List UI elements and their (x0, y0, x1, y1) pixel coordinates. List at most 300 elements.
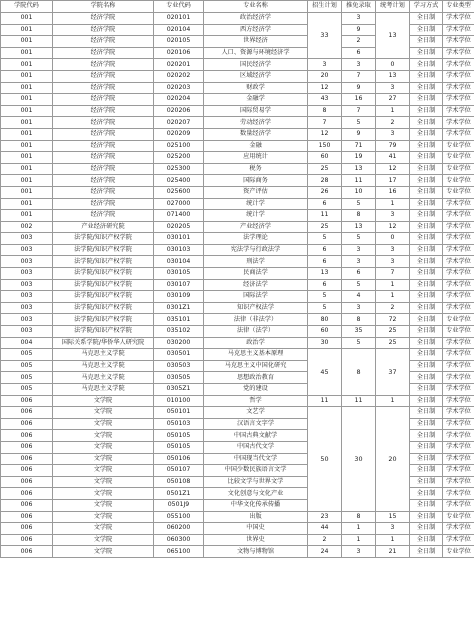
cell-major-name: 中国现当代文学 (204, 453, 308, 465)
cell-mode: 全日制 (410, 360, 443, 372)
cell-exam: 7 (376, 268, 410, 280)
table-row (1, 152, 474, 164)
cell-plan: 30 (308, 337, 342, 349)
cell-plan: 23 (308, 511, 342, 523)
cell-major-name: 统计学 (204, 210, 308, 222)
table-header-row (1, 1, 474, 13)
cell-mode: 全日制 (410, 175, 443, 187)
cell-plan: 25 (308, 221, 342, 233)
cell-type: 专业学位 (443, 326, 474, 338)
cell-mode: 全日制 (410, 140, 443, 152)
cell-major-name: 区域经济学 (204, 70, 308, 82)
cell-type: 学术学位 (443, 291, 474, 303)
cell-school-code: 006 (1, 418, 53, 430)
table-row (1, 523, 474, 535)
cell-major-code: 020206 (154, 105, 204, 117)
cell-mode: 全日制 (410, 302, 443, 314)
cell-type: 学术学位 (443, 302, 474, 314)
table-row (1, 534, 474, 546)
cell-major-name: 党的建设 (204, 384, 308, 396)
cell-mode: 全日制 (410, 395, 443, 407)
cell-mode: 全日制 (410, 82, 443, 94)
cell-school-name: 经济学院 (53, 36, 154, 48)
cell-major-code: 030109 (154, 291, 204, 303)
cell-type: 学术学位 (443, 372, 474, 384)
cell-mode: 全日制 (410, 441, 443, 453)
cell-major-name: 马克思主义中国化研究 (204, 360, 308, 372)
cell-type: 学术学位 (443, 128, 474, 140)
cell-type: 学术学位 (443, 499, 474, 511)
cell-major-code: 025100 (154, 140, 204, 152)
cell-school-name: 法学院/知识产权学院 (53, 233, 154, 245)
cell-school-name: 经济学院 (53, 47, 154, 59)
cell-major-code: 030501 (154, 349, 204, 361)
cell-major-code: 020202 (154, 70, 204, 82)
cell-mode: 全日制 (410, 152, 443, 164)
cell-exam: 1 (376, 291, 410, 303)
cell-school-name: 经济学院 (53, 210, 154, 222)
cell-school-code: 006 (1, 453, 53, 465)
cell-exam: 1 (376, 279, 410, 291)
cell-type: 学术学位 (443, 268, 474, 280)
cell-exam: 1 (376, 534, 410, 546)
table-row (1, 59, 474, 71)
cell-exempt: 8 (342, 511, 376, 523)
cell-type: 专业学位 (443, 511, 474, 523)
cell-mode: 全日制 (410, 279, 443, 291)
cell-plan: 8 (308, 105, 342, 117)
table-row (1, 256, 474, 268)
cell-plan: 80 (308, 314, 342, 326)
cell-type: 学术学位 (443, 24, 474, 36)
cell-mode: 全日制 (410, 117, 443, 129)
cell-exempt: 11 (342, 395, 376, 407)
cell-type: 专业学位 (443, 175, 474, 187)
cell-school-code: 001 (1, 128, 53, 140)
cell-exam: 25 (376, 326, 410, 338)
table-row (1, 302, 474, 314)
cell-exempt: 19 (342, 152, 376, 164)
cell-exempt: 11 (342, 175, 376, 187)
cell-major-name: 应用统计 (204, 152, 308, 164)
header-school-name: 学院名称 (53, 1, 154, 13)
cell-school-code: 001 (1, 163, 53, 175)
cell-major-code: 030107 (154, 279, 204, 291)
cell-major-name: 宪法学与行政法学 (204, 244, 308, 256)
cell-school-name: 经济学院 (53, 82, 154, 94)
cell-type: 学术学位 (443, 418, 474, 430)
cell-mode: 全日制 (410, 128, 443, 140)
cell-major-code: 025200 (154, 152, 204, 164)
cell-mode: 全日制 (410, 198, 443, 210)
cell-school-code: 006 (1, 523, 53, 535)
cell-school-code: 001 (1, 140, 53, 152)
cell-major-name: 法学理论 (204, 233, 308, 245)
cell-school-code: 006 (1, 546, 53, 558)
cell-exempt: 9 (342, 128, 376, 140)
cell-major-code: 025600 (154, 186, 204, 198)
cell-plan: 2 (308, 534, 342, 546)
cell-school-code: 001 (1, 47, 53, 59)
cell-type: 学术学位 (443, 488, 474, 500)
cell-major-code: 020101 (154, 13, 204, 25)
cell-major-code: 020201 (154, 59, 204, 71)
cell-plan: 6 (308, 256, 342, 268)
merged-cell-plan: 50 (308, 407, 342, 511)
cell-mode: 全日制 (410, 430, 443, 442)
merged-cell-exam: 13 (376, 13, 410, 59)
cell-plan: 24 (308, 546, 342, 558)
cell-major-name: 统计学 (204, 198, 308, 210)
cell-major-name: 国际法学 (204, 291, 308, 303)
cell-exempt: 8 (342, 314, 376, 326)
cell-school-code: 006 (1, 430, 53, 442)
cell-school-code: 003 (1, 256, 53, 268)
header-major-name: 专业名称 (204, 1, 308, 13)
cell-school-code: 001 (1, 105, 53, 117)
cell-school-name: 经济学院 (53, 105, 154, 117)
cell-plan: 11 (308, 395, 342, 407)
cell-mode: 全日制 (410, 337, 443, 349)
cell-school-code: 003 (1, 279, 53, 291)
cell-mode: 全日制 (410, 13, 443, 25)
cell-mode: 全日制 (410, 244, 443, 256)
cell-school-code: 006 (1, 441, 53, 453)
cell-mode: 全日制 (410, 47, 443, 59)
cell-school-code: 001 (1, 186, 53, 198)
cell-major-name: 劳动经济学 (204, 117, 308, 129)
cell-mode: 全日制 (410, 221, 443, 233)
cell-type: 学术学位 (443, 523, 474, 535)
table-row (1, 163, 474, 175)
table-row (1, 175, 474, 187)
cell-exam: 16 (376, 186, 410, 198)
table-row (1, 233, 474, 245)
cell-major-code: 060200 (154, 523, 204, 535)
cell-type: 学术学位 (443, 349, 474, 361)
cell-mode: 全日制 (410, 94, 443, 106)
cell-mode: 全日制 (410, 465, 443, 477)
cell-exempt: 9 (342, 82, 376, 94)
table-row (1, 105, 474, 117)
cell-school-code: 005 (1, 384, 53, 396)
cell-plan: 5 (308, 233, 342, 245)
cell-school-name: 文学院 (53, 534, 154, 546)
cell-school-code: 003 (1, 326, 53, 338)
cell-type: 学术学位 (443, 70, 474, 82)
cell-exam: 3 (376, 128, 410, 140)
cell-type: 专业学位 (443, 140, 474, 152)
cell-type: 学术学位 (443, 465, 474, 477)
cell-major-code: 020204 (154, 94, 204, 106)
cell-school-name: 文学院 (53, 465, 154, 477)
cell-exempt: 1 (342, 523, 376, 535)
cell-mode: 全日制 (410, 523, 443, 535)
cell-exam: 15 (376, 511, 410, 523)
cell-major-name: 数量经济学 (204, 128, 308, 140)
cell-exempt: 35 (342, 326, 376, 338)
cell-exam: 13 (376, 70, 410, 82)
cell-school-name: 经济学院 (53, 163, 154, 175)
cell-type: 学术学位 (443, 117, 474, 129)
cell-plan: 60 (308, 326, 342, 338)
cell-exempt: 7 (342, 70, 376, 82)
cell-type: 学术学位 (443, 337, 474, 349)
cell-school-code: 006 (1, 407, 53, 419)
cell-school-name: 法学院/知识产权学院 (53, 279, 154, 291)
cell-mode: 全日制 (410, 349, 443, 361)
cell-exempt: 3 (342, 256, 376, 268)
cell-mode: 全日制 (410, 291, 443, 303)
cell-exam: 3 (376, 523, 410, 535)
cell-type: 学术学位 (443, 407, 474, 419)
cell-major-name: 税务 (204, 163, 308, 175)
cell-major-name: 刑法学 (204, 256, 308, 268)
table-row (1, 13, 474, 25)
cell-exam: 2 (376, 302, 410, 314)
cell-school-code: 001 (1, 59, 53, 71)
cell-major-code: 025300 (154, 163, 204, 175)
cell-major-name: 中国史 (204, 523, 308, 535)
cell-exempt: 13 (342, 163, 376, 175)
cell-plan: 12 (308, 82, 342, 94)
header-school-code: 学院代码 (1, 1, 53, 13)
cell-exempt: 5 (342, 279, 376, 291)
cell-exempt: 6 (342, 47, 376, 59)
cell-type: 专业学位 (443, 152, 474, 164)
cell-exempt: 8 (342, 210, 376, 222)
cell-school-name: 经济学院 (53, 13, 154, 25)
cell-mode: 全日制 (410, 546, 443, 558)
cell-exempt: 7 (342, 105, 376, 117)
cell-exam: 0 (376, 59, 410, 71)
cell-school-name: 经济学院 (53, 152, 154, 164)
cell-major-code: 020106 (154, 47, 204, 59)
cell-school-name: 文学院 (53, 418, 154, 430)
cell-exam: 1 (376, 105, 410, 117)
cell-plan: 6 (308, 244, 342, 256)
cell-type: 学术学位 (443, 82, 474, 94)
cell-major-code: 020104 (154, 24, 204, 36)
cell-school-code: 001 (1, 198, 53, 210)
cell-exempt: 3 (342, 59, 376, 71)
cell-exempt: 4 (342, 291, 376, 303)
cell-mode: 全日制 (410, 268, 443, 280)
table-row (1, 117, 474, 129)
cell-plan: 13 (308, 268, 342, 280)
cell-plan: 11 (308, 210, 342, 222)
cell-school-code: 001 (1, 36, 53, 48)
cell-major-code: 020209 (154, 128, 204, 140)
cell-plan: 44 (308, 523, 342, 535)
cell-exam: 17 (376, 175, 410, 187)
cell-major-name: 政治学 (204, 337, 308, 349)
cell-exam: 12 (376, 163, 410, 175)
table-body (1, 13, 474, 558)
cell-mode: 全日制 (410, 163, 443, 175)
cell-major-code: 020207 (154, 117, 204, 129)
cell-mode: 全日制 (410, 407, 443, 419)
cell-major-name: 汉语言文字学 (204, 418, 308, 430)
cell-type: 学术学位 (443, 47, 474, 59)
cell-school-name: 马克思主义学院 (53, 384, 154, 396)
cell-major-code: 050103 (154, 418, 204, 430)
cell-mode: 全日制 (410, 384, 443, 396)
cell-major-code: 065100 (154, 546, 204, 558)
cell-exam: 72 (376, 314, 410, 326)
cell-plan: 26 (308, 186, 342, 198)
cell-major-name: 资产评估 (204, 186, 308, 198)
table-row (1, 94, 474, 106)
cell-major-code: 020105 (154, 36, 204, 48)
cell-major-code: 020203 (154, 82, 204, 94)
cell-mode: 全日制 (410, 499, 443, 511)
cell-exempt: 16 (342, 94, 376, 106)
cell-school-name: 文学院 (53, 453, 154, 465)
cell-school-name: 法学院/知识产权学院 (53, 256, 154, 268)
cell-major-name: 中华文化传承传播 (204, 499, 308, 511)
cell-exam: 3 (376, 256, 410, 268)
cell-school-code: 001 (1, 210, 53, 222)
cell-school-code: 006 (1, 488, 53, 500)
cell-major-name: 文艺学 (204, 407, 308, 419)
cell-major-code: 050108 (154, 476, 204, 488)
cell-mode: 全日制 (410, 314, 443, 326)
cell-school-name: 法学院/知识产权学院 (53, 244, 154, 256)
cell-type: 专业学位 (443, 546, 474, 558)
cell-plan: 3 (308, 59, 342, 71)
cell-mode: 全日制 (410, 511, 443, 523)
cell-major-code: 010100 (154, 395, 204, 407)
cell-exam: 21 (376, 546, 410, 558)
cell-school-code: 001 (1, 152, 53, 164)
cell-major-code: 0501J9 (154, 499, 204, 511)
table-row (1, 198, 474, 210)
cell-school-code: 006 (1, 395, 53, 407)
cell-school-name: 经济学院 (53, 117, 154, 129)
cell-exempt: 2 (342, 36, 376, 48)
cell-major-name: 世界史 (204, 534, 308, 546)
cell-mode: 全日制 (410, 534, 443, 546)
cell-type: 学术学位 (443, 256, 474, 268)
cell-major-name: 财政学 (204, 82, 308, 94)
cell-school-name: 法学院/知识产权学院 (53, 291, 154, 303)
cell-type: 专业学位 (443, 163, 474, 175)
cell-school-name: 文学院 (53, 407, 154, 419)
table-row (1, 268, 474, 280)
table-row (1, 186, 474, 198)
cell-school-code: 006 (1, 534, 53, 546)
merged-cell-exempt: 30 (342, 407, 376, 511)
cell-major-name: 国际商务 (204, 175, 308, 187)
cell-mode: 全日制 (410, 488, 443, 500)
cell-type: 学术学位 (443, 36, 474, 48)
cell-school-code: 004 (1, 337, 53, 349)
cell-major-name: 文物与博物馆 (204, 546, 308, 558)
cell-plan: 7 (308, 117, 342, 129)
cell-major-name: 思想政治教育 (204, 372, 308, 384)
cell-plan: 150 (308, 140, 342, 152)
cell-type: 学术学位 (443, 360, 474, 372)
cell-type: 学术学位 (443, 210, 474, 222)
cell-plan: 20 (308, 70, 342, 82)
cell-exam: 1 (376, 395, 410, 407)
cell-school-name: 马克思主义学院 (53, 349, 154, 361)
cell-major-code: 050105 (154, 441, 204, 453)
cell-major-name: 产业经济学 (204, 221, 308, 233)
cell-major-name: 法律（法学） (204, 326, 308, 338)
cell-type: 学术学位 (443, 279, 474, 291)
cell-major-code: 0501Z1 (154, 488, 204, 500)
cell-exam: 2 (376, 117, 410, 129)
cell-exempt: 5 (342, 337, 376, 349)
cell-major-code: 030105 (154, 268, 204, 280)
cell-exempt: 6 (342, 268, 376, 280)
table-row (1, 546, 474, 558)
cell-plan: 6 (308, 198, 342, 210)
cell-major-code: 027000 (154, 198, 204, 210)
cell-school-name: 文学院 (53, 499, 154, 511)
header-exempt: 推免录取 (342, 1, 376, 13)
cell-exam: 3 (376, 82, 410, 94)
cell-school-name: 经济学院 (53, 128, 154, 140)
cell-major-code: 035102 (154, 326, 204, 338)
header-major-code: 专业代码 (154, 1, 204, 13)
cell-major-name: 中国古典文献学 (204, 430, 308, 442)
cell-major-name: 国际贸易学 (204, 105, 308, 117)
cell-school-code: 001 (1, 82, 53, 94)
cell-type: 学术学位 (443, 13, 474, 25)
cell-major-code: 035101 (154, 314, 204, 326)
cell-school-code: 003 (1, 314, 53, 326)
cell-school-name: 文学院 (53, 511, 154, 523)
cell-major-code: 030503 (154, 360, 204, 372)
cell-school-name: 文学院 (53, 395, 154, 407)
cell-major-name: 国民经济学 (204, 59, 308, 71)
merged-cell-exam: 20 (376, 407, 410, 511)
table-row (1, 70, 474, 82)
cell-major-code: 030505 (154, 372, 204, 384)
cell-major-name: 中国少数民族语言文学 (204, 465, 308, 477)
cell-type: 学术学位 (443, 430, 474, 442)
cell-major-name: 金融 (204, 140, 308, 152)
cell-major-code: 055100 (154, 511, 204, 523)
cell-major-code: 060300 (154, 534, 204, 546)
cell-major-code: 0301Z1 (154, 302, 204, 314)
cell-school-name: 法学院/知识产权学院 (53, 314, 154, 326)
cell-type: 学术学位 (443, 441, 474, 453)
cell-major-code: 0305Z1 (154, 384, 204, 396)
cell-major-code: 025400 (154, 175, 204, 187)
cell-exam: 3 (376, 210, 410, 222)
cell-school-name: 法学院/知识产权学院 (53, 268, 154, 280)
cell-school-code: 002 (1, 221, 53, 233)
header-mode: 学习方式 (410, 1, 443, 13)
cell-school-code: 001 (1, 117, 53, 129)
cell-school-name: 文学院 (53, 546, 154, 558)
cell-exam: 25 (376, 337, 410, 349)
cell-type: 学术学位 (443, 221, 474, 233)
cell-exempt: 10 (342, 186, 376, 198)
cell-exempt: 13 (342, 221, 376, 233)
table-row (1, 128, 474, 140)
cell-mode: 全日制 (410, 372, 443, 384)
table-row (1, 407, 474, 419)
table-row (1, 291, 474, 303)
cell-plan: 25 (308, 163, 342, 175)
table-row (1, 314, 474, 326)
cell-major-name: 金融学 (204, 94, 308, 106)
